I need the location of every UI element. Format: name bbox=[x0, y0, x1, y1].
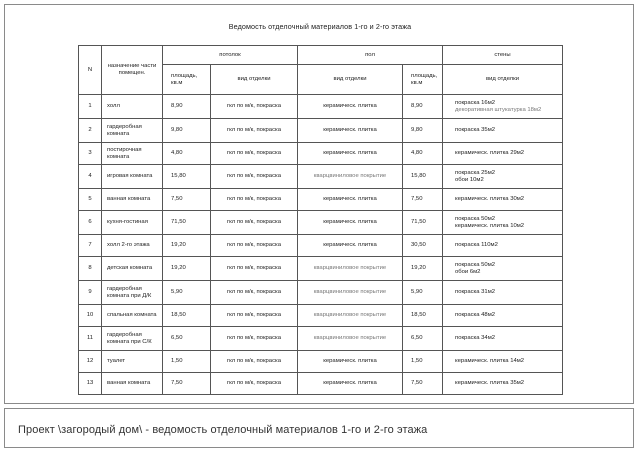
table-row bbox=[79, 305, 563, 327]
table-row bbox=[79, 257, 563, 281]
finishing-materials-table bbox=[78, 45, 563, 395]
header-floor-area: площадь, кв.м bbox=[403, 65, 443, 95]
row-number: 7 bbox=[79, 235, 102, 257]
floor-area: 7,50 bbox=[403, 373, 443, 395]
table-row bbox=[79, 373, 563, 395]
row-number: 9 bbox=[79, 281, 102, 305]
floor-finish: керамическ. плитка bbox=[298, 235, 403, 257]
walls-finish-line: покраска 16м2 bbox=[455, 99, 496, 106]
table-row bbox=[79, 165, 563, 189]
table-row bbox=[79, 95, 563, 119]
header-ceiling-finish: вид отделки bbox=[211, 65, 298, 95]
room-name: игровая комната bbox=[102, 165, 163, 189]
floor-finish: кварцвиниловое покрытие bbox=[298, 305, 403, 327]
floor-area: 19,20 bbox=[403, 257, 443, 281]
floor-finish: кварцвиниловое покрытие bbox=[298, 327, 403, 351]
table-body bbox=[79, 95, 563, 395]
ceiling-finish: гкл по м/к, покраска bbox=[211, 119, 298, 143]
walls-finish bbox=[443, 257, 563, 281]
header-number: N bbox=[79, 46, 102, 95]
row-number: 3 bbox=[79, 143, 102, 165]
row-number: 12 bbox=[79, 351, 102, 373]
floor-finish: керамическ. плитка bbox=[298, 143, 403, 165]
header-ceiling: потолок bbox=[163, 46, 298, 65]
walls-finish-line: обои 10м2 bbox=[455, 176, 484, 183]
ceiling-finish: гкл по м/к, покраска bbox=[211, 327, 298, 351]
project-caption: Проект \загородый дом\ - ведомость отделочный материалов 1-го и 2-го этажа bbox=[18, 424, 428, 436]
ceiling-area: 5,90 bbox=[163, 281, 211, 305]
ceiling-area: 18,50 bbox=[163, 305, 211, 327]
row-number: 2 bbox=[79, 119, 102, 143]
walls-finish-line: керамическ. плитка 10м2 bbox=[455, 222, 525, 229]
ceiling-area: 9,80 bbox=[163, 119, 211, 143]
walls-finish-line: керамическ. плитка 35м2 bbox=[455, 380, 525, 386]
floor-area: 6,50 bbox=[403, 327, 443, 351]
walls-finish-line: покраска 48м2 bbox=[455, 312, 496, 318]
ceiling-area: 15,80 bbox=[163, 165, 211, 189]
floor-finish: керамическ. плитка bbox=[298, 189, 403, 211]
ceiling-area: 1,50 bbox=[163, 351, 211, 373]
floor-finish: кварцвиниловое покрытие bbox=[298, 257, 403, 281]
row-number: 11 bbox=[79, 327, 102, 351]
header-floor-finish: вид отделки bbox=[298, 65, 403, 95]
table-row bbox=[79, 189, 563, 211]
ceiling-area: 71,50 bbox=[163, 211, 211, 235]
floor-area: 8,90 bbox=[403, 95, 443, 119]
ceiling-area: 7,50 bbox=[163, 189, 211, 211]
header-room: назначение части помещен. bbox=[102, 46, 163, 95]
floor-area: 71,50 bbox=[403, 211, 443, 235]
walls-finish-line: покраска 50м2 bbox=[455, 215, 496, 222]
row-number: 5 bbox=[79, 189, 102, 211]
walls-finish-line: покраска 50м2 bbox=[455, 261, 496, 268]
walls-finish bbox=[443, 143, 563, 165]
row-number: 4 bbox=[79, 165, 102, 189]
room-name: туалет bbox=[102, 351, 163, 373]
table-row bbox=[79, 281, 563, 305]
floor-area: 7,50 bbox=[403, 189, 443, 211]
room-name: постирочная комната bbox=[102, 143, 163, 165]
ceiling-finish: гкл по м/к, покраска bbox=[211, 351, 298, 373]
floor-area: 1,50 bbox=[403, 351, 443, 373]
walls-finish-line: обои 6м2 bbox=[455, 268, 481, 275]
room-name: холл 2-го этажа bbox=[102, 235, 163, 257]
row-number: 8 bbox=[79, 257, 102, 281]
floor-finish: керамическ. плитка bbox=[298, 119, 403, 143]
ceiling-finish: гкл по м/к, покраска bbox=[211, 95, 298, 119]
walls-finish-line: покраска 35м2 bbox=[455, 127, 496, 133]
ceiling-area: 19,20 bbox=[163, 257, 211, 281]
walls-finish bbox=[443, 281, 563, 305]
walls-finish-line: покраска 31м2 bbox=[455, 289, 496, 295]
walls-finish-line: керамическ. плитка 29м2 bbox=[455, 150, 525, 156]
walls-finish bbox=[443, 119, 563, 143]
ceiling-finish: гкл по м/к, покраска bbox=[211, 235, 298, 257]
ceiling-area: 7,50 bbox=[163, 373, 211, 395]
room-name: гардеробная комната bbox=[102, 119, 163, 143]
table-row bbox=[79, 351, 563, 373]
room-name: холл bbox=[102, 95, 163, 119]
room-name: гардеробная комната при С/К bbox=[102, 327, 163, 351]
table-row bbox=[79, 211, 563, 235]
room-name: гардеробная комната при Д/К bbox=[102, 281, 163, 305]
ceiling-area: 6,50 bbox=[163, 327, 211, 351]
floor-area: 15,80 bbox=[403, 165, 443, 189]
floor-area: 9,80 bbox=[403, 119, 443, 143]
ceiling-finish: гкл по м/к, покраска bbox=[211, 165, 298, 189]
walls-finish-line: покраска 110м2 bbox=[455, 242, 498, 248]
walls-finish bbox=[443, 165, 563, 189]
walls-finish-line: керамическ. плитка 14м2 bbox=[455, 358, 525, 364]
room-name: спальная комната bbox=[102, 305, 163, 327]
row-number: 10 bbox=[79, 305, 102, 327]
floor-finish: керамическ. плитка bbox=[298, 95, 403, 119]
floor-finish: керамическ. плитка bbox=[298, 211, 403, 235]
ceiling-finish: гкл по м/к, покраска bbox=[211, 211, 298, 235]
floor-area: 18,50 bbox=[403, 305, 443, 327]
header-floor: пол bbox=[298, 46, 443, 65]
header-walls-finish: вид отделки bbox=[443, 65, 563, 95]
table-row bbox=[79, 143, 563, 165]
walls-finish-line: покраска 34м2 bbox=[455, 335, 496, 341]
walls-finish bbox=[443, 235, 563, 257]
room-name: детская комната bbox=[102, 257, 163, 281]
walls-finish bbox=[443, 211, 563, 235]
walls-finish bbox=[443, 327, 563, 351]
walls-finish bbox=[443, 373, 563, 395]
floor-finish: кварцвиниловое покрытие bbox=[298, 281, 403, 305]
table-row bbox=[79, 327, 563, 351]
row-number: 6 bbox=[79, 211, 102, 235]
ceiling-finish: гкл по м/к, покраска bbox=[211, 305, 298, 327]
walls-finish bbox=[443, 189, 563, 211]
table-row bbox=[79, 235, 563, 257]
walls-finish-line: декоративная штукатурка 18м2 bbox=[455, 106, 542, 113]
row-number: 13 bbox=[79, 373, 102, 395]
ceiling-area: 19,20 bbox=[163, 235, 211, 257]
document-title: Ведомость отделочный материалов 1-го и 2-го этажа bbox=[228, 22, 412, 31]
header-walls: стены bbox=[443, 46, 563, 65]
header-ceiling-area: площадь, кв.м bbox=[163, 65, 211, 95]
ceiling-finish: гкл по м/к, покраска bbox=[211, 281, 298, 305]
row-number: 1 bbox=[79, 95, 102, 119]
room-name: ванная комната bbox=[102, 189, 163, 211]
floor-area: 5,90 bbox=[403, 281, 443, 305]
ceiling-area: 8,90 bbox=[163, 95, 211, 119]
walls-finish bbox=[443, 305, 563, 327]
ceiling-finish: гкл по м/к, покраска bbox=[211, 189, 298, 211]
walls-finish-line: покраска 25м2 bbox=[455, 169, 496, 176]
floor-finish: керамическ. плитка bbox=[298, 373, 403, 395]
room-name: ванная комната bbox=[102, 373, 163, 395]
ceiling-finish: гкл по м/к, покраска bbox=[211, 143, 298, 165]
walls-finish-line: керамическ. плитка 30м2 bbox=[455, 196, 525, 202]
table-row bbox=[79, 119, 563, 143]
ceiling-finish: гкл по м/к, покраска bbox=[211, 373, 298, 395]
floor-finish: керамическ. плитка bbox=[298, 351, 403, 373]
room-name: кухня-гостиная bbox=[102, 211, 163, 235]
walls-finish bbox=[443, 95, 563, 119]
ceiling-finish: гкл по м/к, покраска bbox=[211, 257, 298, 281]
ceiling-area: 4,80 bbox=[163, 143, 211, 165]
floor-area: 4,80 bbox=[403, 143, 443, 165]
walls-finish bbox=[443, 351, 563, 373]
floor-area: 30,50 bbox=[403, 235, 443, 257]
floor-finish: кварцвиниловое покрытие bbox=[298, 165, 403, 189]
